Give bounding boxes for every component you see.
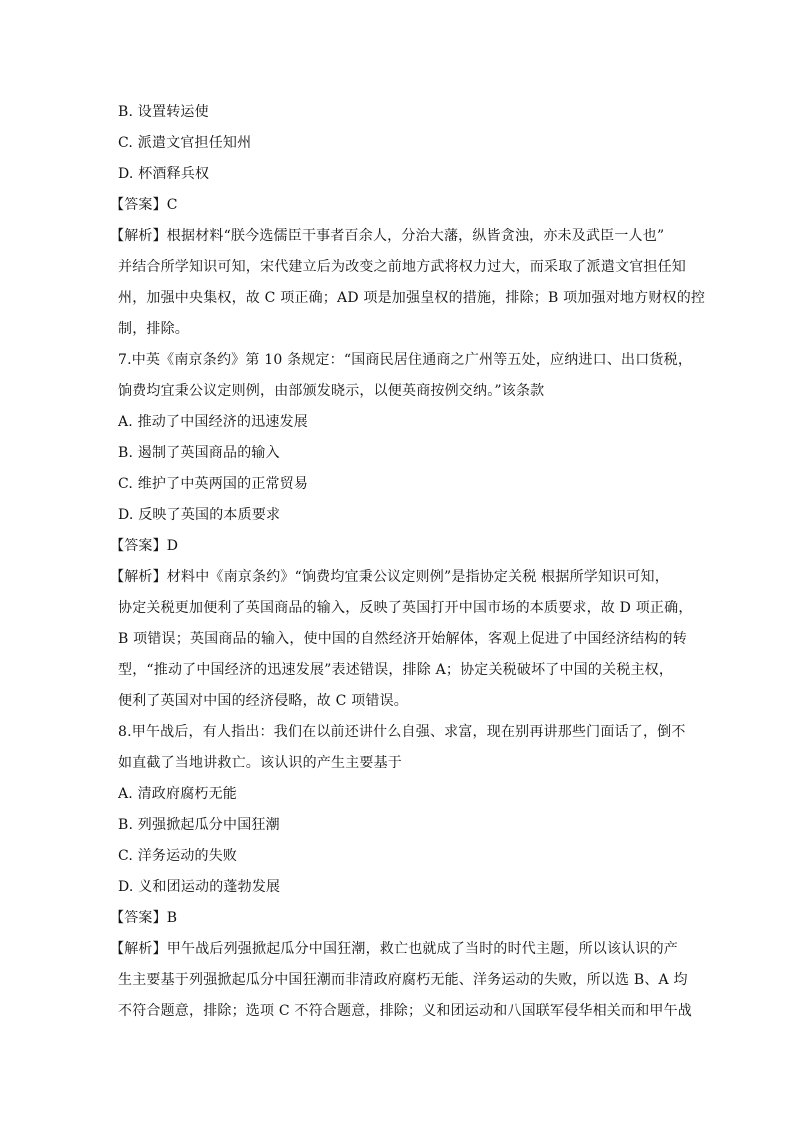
option-c: C. 派遣文官担任知州 — [118, 135, 252, 151]
analysis-line: 不符合题意，排除；选项 C 不符合题意，排除；义和团运动和八国联军侵华相关而和甲午战 — [118, 1003, 693, 1019]
option-d: D. 义和团运动的蓬勃发展 — [118, 879, 281, 895]
option-d: D. 杯酒释兵权 — [118, 166, 210, 182]
analysis-line: 协定关税更加便利了英国商品的输入，反映了英国打开中国市场的本质要求，故 D 项正确， — [118, 600, 693, 616]
analysis-line: 生主要基于列强掀起瓜分中国狂潮而非清政府腐朽无能、洋务运动的失败，所以选 B、A 均 — [118, 972, 688, 988]
option-b: B. 遏制了英国商品的输入 — [118, 445, 280, 461]
answer-label: 【答案】C — [110, 197, 178, 213]
analysis-line: 【解析】甲午战后列强掀起瓜分中国狂潮，救亡也就成了当时的时代主题，所以该认识的产 — [110, 941, 678, 957]
analysis-line: 【解析】根据材料“朕今选儒臣干事者百余人，分治大藩，纵皆贪浊，亦未及武臣一人也” — [110, 228, 665, 244]
question-line: 7.中英《南京条约》第 10 条规定：“国商民居住通商之广州等五处，应纳进口、出口货税， — [118, 352, 693, 368]
analysis-line: 制，排除。 — [118, 321, 189, 337]
analysis-line: 州，加强中央集权，故 C 项正确；AD 项是加强皇权的措施，排除；B 项加强对地方财权的控 — [118, 290, 706, 306]
answer-label: 【答案】D — [110, 538, 179, 554]
analysis-line: 【解析】材料中《南京条约》“饷费均宜秉公议定则例”是指协定关税 根据所学知识可知， — [110, 569, 669, 585]
option-c: C. 维护了中英两国的正常贸易 — [118, 476, 309, 492]
option-c: C. 洋务运动的失败 — [118, 848, 238, 864]
option-a: A. 清政府腐朽无能 — [118, 786, 238, 802]
answer-label: 【答案】B — [110, 910, 178, 926]
question-line: 饷费均宜秉公议定则例，由部颁发晓示，以便英商按例交纳。”该条款 — [118, 383, 545, 399]
analysis-line: 型，“推动了中国经济的迅速发展”表述错误，排除 A；协定关税破坏了中国的关税主权， — [118, 662, 674, 678]
question-line: 8.甲午战后，有人指出：我们在以前还讲什么自强、求富，现在别再讲那些门面话了，倒不 — [118, 724, 686, 740]
analysis-line: B 项错误；英国商品的输入，使中国的自然经济开始解体，客观上促进了中国经济结构的转 — [118, 631, 687, 647]
question-line: 如直截了当地讲救亡。该认识的产生主要基于 — [118, 755, 402, 771]
analysis-line: 并结合所学知识可知，宋代建立后为改变之前地方武将权力过大，而采取了派遣文官担任知 — [118, 259, 686, 275]
option-d: D. 反映了英国的本质要求 — [118, 507, 281, 523]
option-b: B. 列强掀起瓜分中国狂潮 — [118, 817, 280, 833]
option-a: A. 推动了中国经济的迅速发展 — [118, 414, 309, 430]
analysis-line: 便利了英国对中国的经济侵略，故 C 项错误。 — [118, 693, 409, 709]
option-b: B. 设置转运使 — [118, 104, 209, 120]
